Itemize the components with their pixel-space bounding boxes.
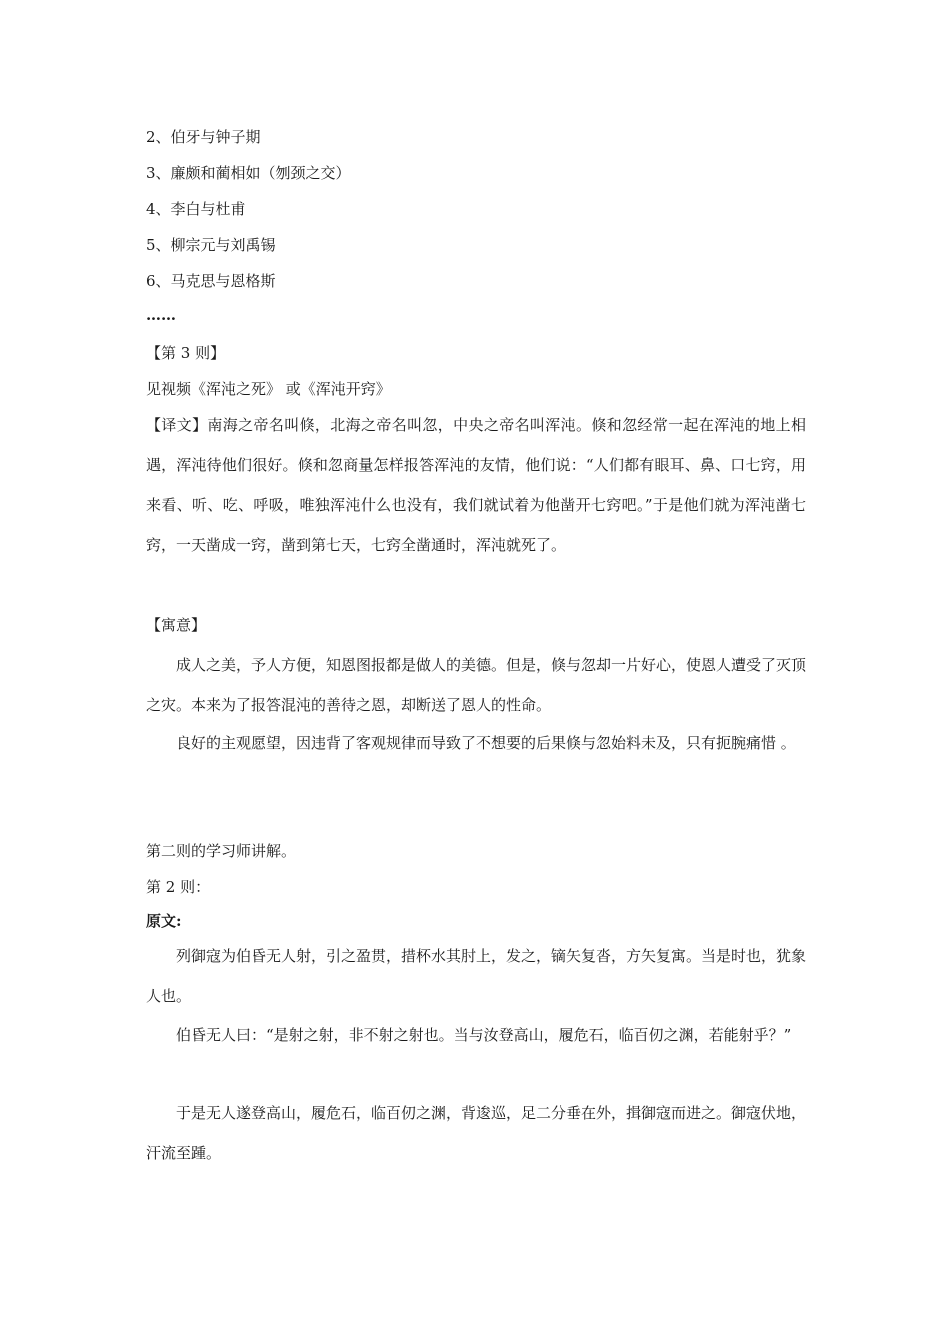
- list-item: 4、李白与杜甫: [146, 200, 246, 218]
- original-text-label: 原文:: [146, 912, 182, 930]
- translation-paragraph: 【译文】南海之帝名叫倏，北海之帝名叫忽，中央之帝名叫浑沌。倏和忽经常一起在浑沌的地上相遇，浑沌待他们很好。倏和忽商量怎样报答浑沌的友情，他们说：“人们都有眼耳、鼻、口七窍，用来看、听、吃、呼吸，唯独浑沌什么也没有，我们就试着为他凿开七窍吧。”于是他们就为浑沌凿七窍，一天凿成一窍，凿到第七天，七窍全凿通时，浑沌就死了。: [146, 416, 806, 554]
- original-paragraph: 于是无人遂登高山，履危石，临百仞之渊，背逡巡，足二分垂在外，揖御寇而进之。御寇伏地，汗流至踵。: [146, 1104, 807, 1162]
- list-item: 5、柳宗元与刘禹锡: [146, 236, 276, 254]
- moral-heading: 【寓意】: [146, 616, 207, 634]
- list-item: 6、马克思与恩格斯: [146, 272, 276, 290]
- moral-paragraph: 成人之美，予人方便，知恩图报都是做人的美德。但是，倏与忽却一片好心，使恩人遭受了灭顶之灾。本来为了报答混沌的善待之恩，却断送了恩人的性命。: [146, 656, 807, 714]
- section-2-intro: 第二则的学习师讲解。: [146, 842, 297, 860]
- section-3-heading: 【第 3 则】: [146, 344, 226, 362]
- moral-paragraph: 良好的主观愿望，因违背了客观规律而导致了不想要的后果倏与忽始料未及，只有扼腕痛惜 。: [176, 734, 796, 752]
- list-item: 2、伯牙与钟子期: [146, 128, 261, 146]
- original-paragraph: 伯昏无人曰：“是射之射，非不射之射也。当与汝登高山，履危石，临百仞之渊，若能射乎？”: [176, 1026, 792, 1044]
- ellipsis: ……: [146, 306, 176, 324]
- list-item: 3、廉颇和蔺相如（刎颈之交）: [146, 164, 351, 182]
- section-2-heading: 第 2 则：: [146, 878, 211, 896]
- original-paragraph: 列御寇为伯昏无人射，引之盈贯，措杯水其肘上，发之，镝矢复沓，方矢复寓。当是时也，犹象人也。: [146, 947, 807, 1005]
- video-reference: 见视频《浑沌之死》 或《浑沌开窍》: [146, 380, 391, 398]
